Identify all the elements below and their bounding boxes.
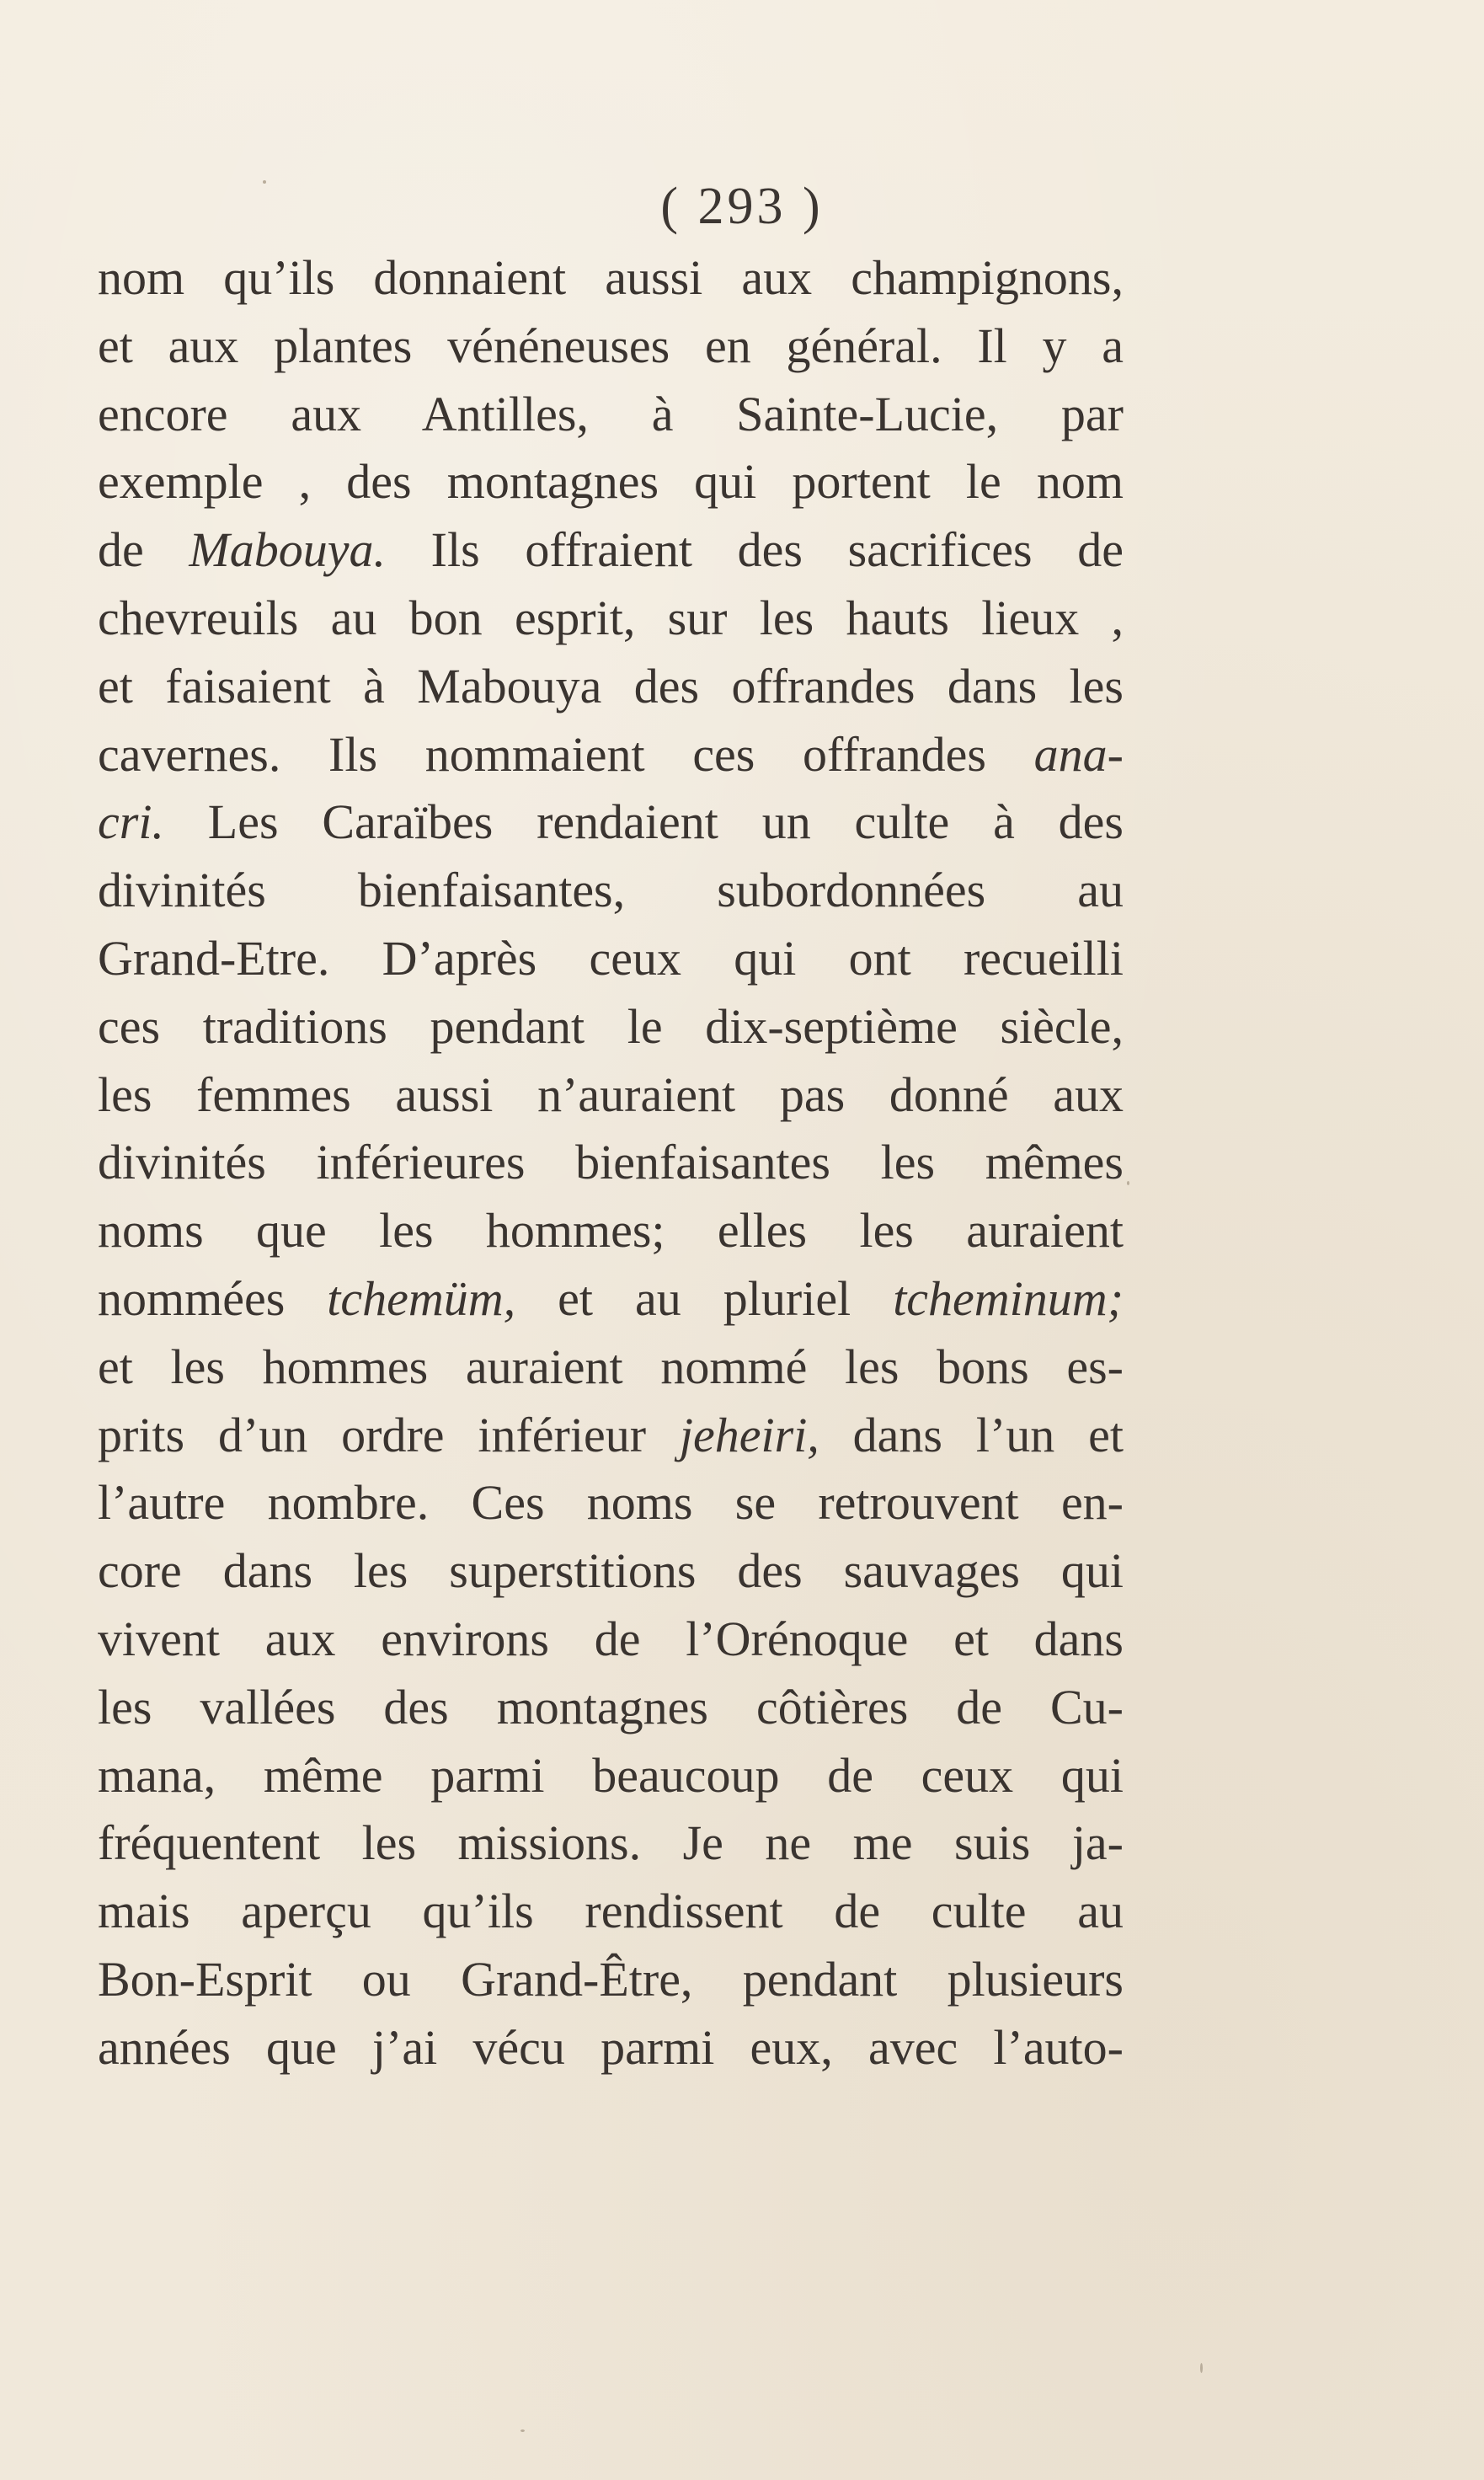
- text-line: [98, 993, 1124, 1061]
- text-run: chevreuils au bon esprit, sur les hauts lieux ,: [98, 590, 1124, 645]
- paper-speck: [520, 2429, 525, 2432]
- text-run: les femmes aussi n’auraient pas donné aux: [98, 1066, 1124, 1122]
- text-run: et aux plantes vénéneuses en général. Il y a: [98, 318, 1124, 373]
- text-run: mais aperçu qu’ils rendissent de culte au: [98, 1884, 1124, 1939]
- text-line: [98, 1129, 1124, 1197]
- text-line: [98, 1878, 1124, 1946]
- text-line: [98, 1402, 1124, 1470]
- text-run: nom qu’ils donnaient aussi aux champignons,: [98, 250, 1124, 305]
- body-text: [98, 244, 1124, 2082]
- text-line: [98, 448, 1124, 516]
- paper-speck: [1200, 2363, 1203, 2373]
- italic-term: tchemüm,: [327, 1270, 516, 1326]
- text-run: l’autre nombre. Ces noms se retrouvent en-: [98, 1475, 1124, 1531]
- text-run: encore aux Antilles, à Sainte-Lucie, par: [98, 386, 1124, 441]
- text-line: [98, 244, 1124, 313]
- text-line: [98, 381, 1124, 449]
- text-line: [98, 2014, 1124, 2082]
- text-line: [98, 1606, 1124, 1674]
- text-run: Les Caraïbes rendaient un culte à des: [163, 794, 1124, 850]
- text-run: noms que les hommes; elles les auraient: [98, 1203, 1124, 1259]
- text-line: [98, 1469, 1124, 1537]
- italic-term: ana-: [1033, 726, 1124, 782]
- text-run: et au pluriel: [515, 1270, 894, 1326]
- text-line: [98, 1061, 1124, 1130]
- text-line: [98, 857, 1124, 925]
- text-run: Grand-Etre. D’après ceux qui ont recueilli: [98, 930, 1124, 986]
- text-run: Bon-Esprit ou Grand-Être, pendant plusieurs: [98, 1951, 1124, 2007]
- text-line: [98, 1809, 1124, 1878]
- text-run: core dans les superstitions des sauvages qui: [98, 1543, 1124, 1599]
- text-line: [98, 516, 1124, 585]
- paper-speck: [1127, 1181, 1129, 1185]
- italic-term: jeheiri,: [679, 1407, 819, 1462]
- text-run: dans l’un et: [819, 1407, 1124, 1462]
- text-line: [98, 313, 1124, 381]
- text-run: et faisaient à Mabouya des offrandes dans les: [98, 658, 1124, 714]
- italic-term: cri.: [98, 794, 164, 850]
- text-run: nommées: [98, 1270, 328, 1326]
- text-run: Ils offraient des sacrifices de: [385, 522, 1124, 578]
- text-line: [98, 1537, 1124, 1606]
- text-line: [98, 1742, 1124, 1810]
- text-line: [98, 1674, 1124, 1742]
- text-line: [98, 1946, 1124, 2014]
- text-line: [98, 721, 1124, 789]
- italic-term: Mabouya.: [189, 522, 386, 578]
- text-run: et les hommes auraient nommé les bons es-: [98, 1339, 1124, 1394]
- text-run: fréquentent les missions. Je ne me suis ja-: [98, 1815, 1124, 1871]
- text-line: [98, 1334, 1124, 1402]
- text-run: de: [98, 522, 190, 578]
- text-run: divinités bienfaisantes, subordonnées au: [98, 863, 1124, 918]
- paper-speck: [263, 180, 266, 184]
- text-run: les vallées des montagnes côtières de Cu-: [98, 1679, 1124, 1734]
- page-number: ( 293 ): [660, 178, 824, 235]
- text-line: [98, 653, 1124, 721]
- text-run: divinités inférieures bienfaisantes les mêmes: [98, 1135, 1124, 1190]
- text-run: exemple , des montagnes qui portent le nom: [98, 454, 1124, 510]
- text-run: mana, même parmi beaucoup de ceux qui: [98, 1747, 1124, 1803]
- text-line: [98, 1265, 1124, 1334]
- text-run: ces traditions pendant le dix-septième siècle,: [98, 998, 1124, 1054]
- text-line: [98, 925, 1124, 993]
- text-line: [98, 1197, 1124, 1265]
- text-run: cavernes. Ils nommaient ces offrandes: [98, 726, 1034, 782]
- text-line: [98, 788, 1124, 857]
- text-run: vivent aux environs de l’Orénoque et dans: [98, 1611, 1124, 1666]
- text-line: [98, 585, 1124, 653]
- text-run: prits d’un ordre inférieur: [98, 1407, 680, 1462]
- text-run: années que j’ai vécu parmi eux, avec l’auto-: [98, 2019, 1124, 2075]
- italic-term: tcheminum;: [893, 1270, 1124, 1326]
